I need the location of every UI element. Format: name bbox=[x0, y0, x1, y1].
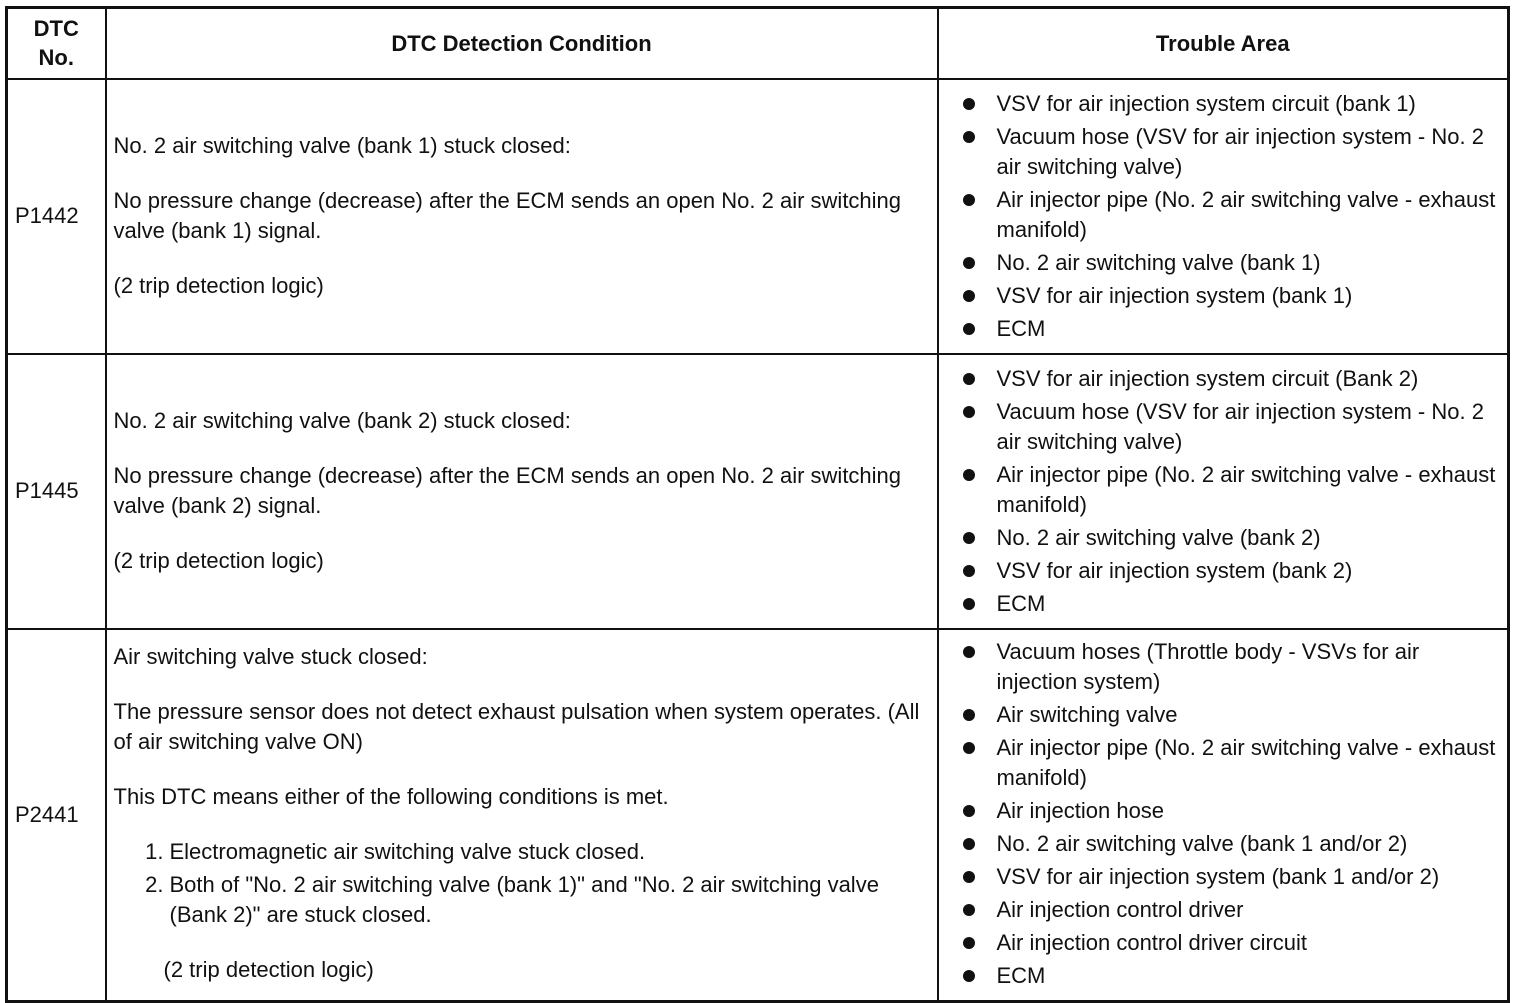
detection-condition bbox=[106, 354, 938, 629]
condition-line: No. 2 air switching valve (bank 1) stuck closed: bbox=[113, 133, 571, 158]
list-item: Air switching valve bbox=[957, 700, 1500, 730]
list-item: Air injector pipe (No. 2 air switching valve - exhaust manifold) bbox=[957, 460, 1500, 520]
table-row bbox=[7, 354, 1509, 629]
table-row bbox=[7, 79, 1509, 354]
trip-logic-note: (2 trip detection logic) bbox=[163, 956, 374, 982]
bullet-icon bbox=[963, 709, 975, 721]
list-item: Vacuum hose (VSV for air injection system - No. 2 air switching valve) bbox=[957, 122, 1500, 182]
header-condition: DTC Detection Condition bbox=[106, 8, 938, 79]
bullet-icon bbox=[963, 805, 975, 817]
header-row bbox=[7, 8, 1509, 79]
header-dtc-no: DTC No. bbox=[7, 8, 106, 79]
numbered-item: 1. Electromagnetic air switching valve stuck closed. bbox=[145, 838, 646, 864]
bullet-icon bbox=[963, 937, 975, 949]
bullet-icon bbox=[963, 532, 975, 544]
list-item: ECM bbox=[957, 314, 1500, 344]
list-item: VSV for air injection system (bank 2) bbox=[957, 556, 1500, 586]
list-item: Air injection control driver bbox=[957, 895, 1500, 925]
list-item: No. 2 air switching valve (bank 1) bbox=[957, 248, 1500, 278]
bullet-icon bbox=[963, 406, 975, 418]
bullet-icon bbox=[963, 98, 975, 110]
header-trouble-area: Trouble Area bbox=[938, 8, 1509, 79]
list-item: Air injector pipe (No. 2 air switching valve - exhaust manifold) bbox=[957, 185, 1500, 245]
bullet-icon bbox=[963, 646, 975, 658]
condition-line: Air switching valve stuck closed: bbox=[113, 643, 428, 669]
numbered-item: 2. Both of "No. 2 air switching valve (bank 1)" and "No. 2 air switching valve (Bank 2)" are stuck closed. bbox=[145, 871, 879, 927]
list-item: Air injection control driver circuit bbox=[957, 928, 1500, 958]
condition-line: The pressure sensor does not detect exhaust pulsation when system operates. (All of air switching valve ON) bbox=[113, 698, 920, 754]
condition-line: No pressure change (decrease) after the ECM sends an open No. 2 air switching valve (bank 1) signal. bbox=[113, 188, 902, 243]
list-item: No. 2 air switching valve (bank 2) bbox=[957, 523, 1500, 553]
list-item: ECM bbox=[957, 589, 1500, 619]
bullet-icon bbox=[963, 565, 975, 577]
bullet-icon bbox=[963, 742, 975, 754]
list-item: Vacuum hose (VSV for air injection system - No. 2 air switching valve) bbox=[957, 397, 1500, 457]
list-item: VSV for air injection system circuit (Bank 2) bbox=[957, 364, 1500, 394]
bullet-icon bbox=[963, 469, 975, 481]
dtc-code: P1445 bbox=[7, 354, 106, 629]
list-item: Air injector pipe (No. 2 air switching valve - exhaust manifold) bbox=[957, 733, 1500, 793]
bullet-icon bbox=[963, 290, 975, 302]
bullet-icon bbox=[963, 194, 975, 206]
bullet-icon bbox=[963, 323, 975, 335]
trouble-area bbox=[938, 79, 1509, 354]
dtc-code: P1442 bbox=[7, 79, 106, 354]
detection-condition bbox=[106, 79, 938, 354]
detection-condition bbox=[106, 629, 938, 1002]
trouble-area bbox=[938, 629, 1509, 1002]
condition-line: (2 trip detection logic) bbox=[113, 548, 324, 573]
bullet-icon bbox=[963, 257, 975, 269]
bullet-icon bbox=[963, 904, 975, 916]
bullet-icon bbox=[963, 970, 975, 982]
list-item: ECM bbox=[957, 961, 1500, 991]
condition-line: (2 trip detection logic) bbox=[113, 273, 324, 298]
list-item: VSV for air injection system (bank 1 and/or 2) bbox=[957, 862, 1500, 892]
condition-line: This DTC means either of the following conditions is met. bbox=[113, 783, 669, 809]
bullet-icon bbox=[963, 871, 975, 883]
dtc-code: P2441 bbox=[7, 629, 106, 1002]
condition-line: No pressure change (decrease) after the ECM sends an open No. 2 air switching valve (bank 2) signal. bbox=[113, 463, 902, 518]
numbered-list bbox=[114, 837, 927, 930]
list-item: Vacuum hoses (Throttle body - VSVs for air injection system) bbox=[957, 637, 1500, 697]
list-item: VSV for air injection system (bank 1) bbox=[957, 281, 1500, 311]
list-item: No. 2 air switching valve (bank 1 and/or 2) bbox=[957, 829, 1500, 859]
trouble-area bbox=[938, 354, 1509, 629]
bullet-icon bbox=[963, 838, 975, 850]
table-row bbox=[7, 629, 1509, 1002]
list-item: VSV for air injection system circuit (bank 1) bbox=[957, 89, 1500, 119]
list-item: Air injection hose bbox=[957, 796, 1500, 826]
bullet-icon bbox=[963, 373, 975, 385]
bullet-icon bbox=[963, 131, 975, 143]
dtc-table bbox=[5, 6, 1510, 1003]
bullet-icon bbox=[963, 598, 975, 610]
condition-line: No. 2 air switching valve (bank 2) stuck closed: bbox=[113, 408, 571, 433]
